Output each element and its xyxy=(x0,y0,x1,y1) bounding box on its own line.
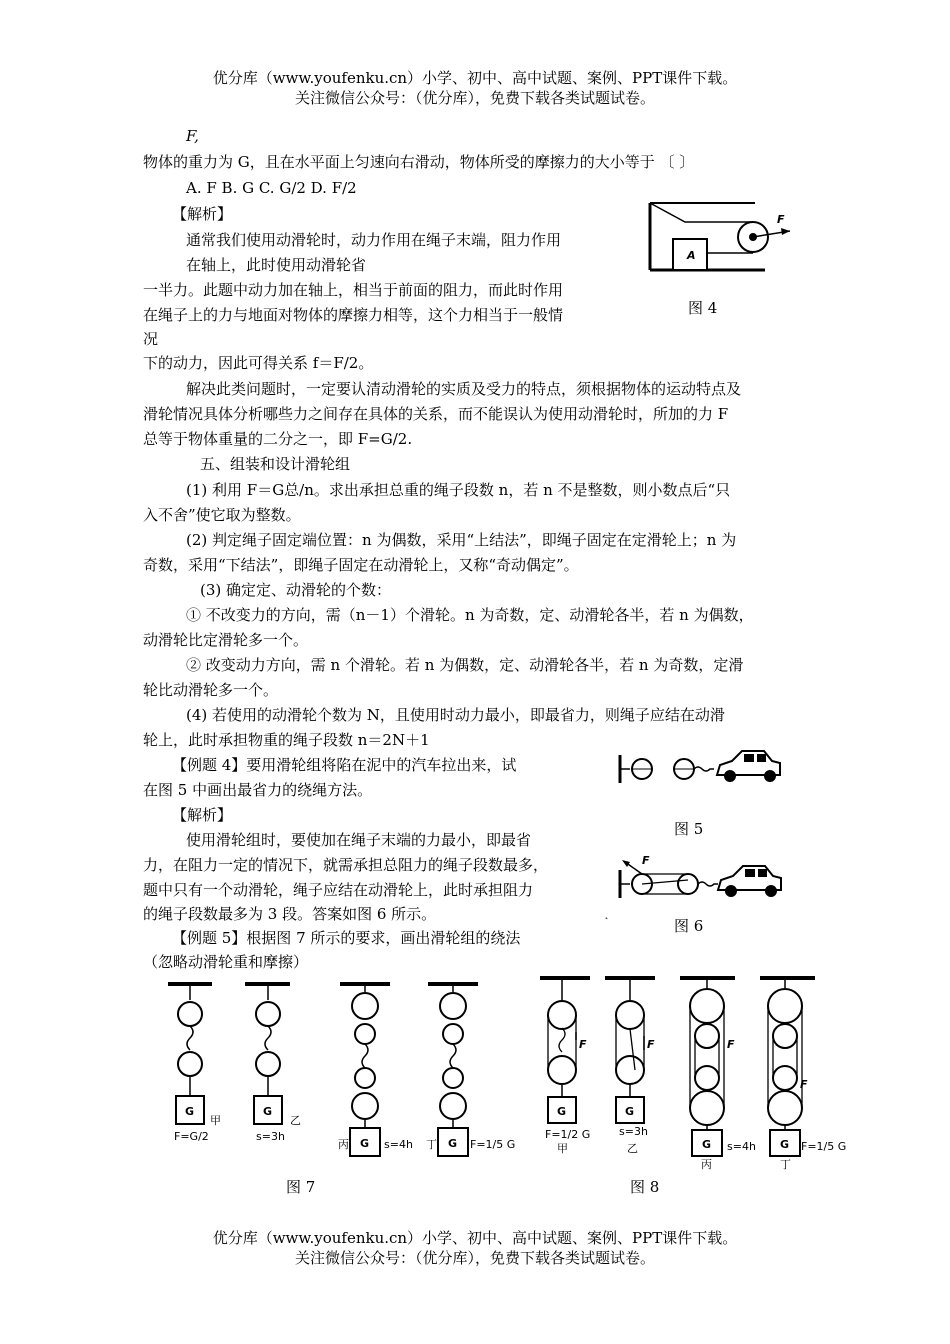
svg-text:F: F xyxy=(727,1038,735,1051)
text-line: 动滑轮比定滑轮多一个。 xyxy=(143,631,309,649)
figure-5-diagram xyxy=(612,745,787,790)
pulley-setup-d xyxy=(426,984,515,1156)
text-line: 况 xyxy=(143,330,159,348)
setup-name: 乙 xyxy=(290,1114,301,1127)
setup-note: s=3h xyxy=(256,1130,285,1143)
weight-label: G xyxy=(263,1105,273,1118)
svg-text:˛: ˛ xyxy=(604,909,609,920)
footer-line-1: 优分库（www.youfenku.cn）小学、初中、高中试题、案例、PPT课件下载。 xyxy=(212,1229,738,1247)
figure-6-diagram xyxy=(600,850,785,920)
pulley-setup-b xyxy=(245,984,301,1143)
figure-4-caption: 图 4 xyxy=(688,299,718,317)
text-line: 滑轮情况具体分析哪些力之间存在具体的关系，而不能误认为使用动滑轮时，所加的力 F xyxy=(143,405,729,423)
setup-name: 乙 xyxy=(627,1142,638,1155)
setup-note: F=G/2 xyxy=(174,1130,209,1143)
text-line: 在轴上，此时使用动滑轮省 xyxy=(186,256,367,274)
weight-label: G xyxy=(625,1105,635,1118)
setup-name: 丁 xyxy=(780,1158,791,1171)
text-line: 使用滑轮组时，要使加在绳子末端的力最小，即最省 xyxy=(186,831,532,849)
figure-5-caption: 图 5 xyxy=(674,820,704,838)
text-line: 轮上，此时承担物重的绳子段数 n＝2N＋1 xyxy=(143,731,430,749)
header-line-2: 关注微信公众号：（优分库），免费下载各类试题试卷。 xyxy=(294,89,655,107)
setup-note: F=1/5 G xyxy=(470,1138,516,1151)
setup-name: 丁 xyxy=(426,1138,437,1151)
setup-note: s=3h xyxy=(619,1125,648,1138)
figure-7-caption: 图 7 xyxy=(286,1178,316,1196)
text-line: 【例题 4】要用滑轮组将陷在泥中的汽车拉出来，试 xyxy=(172,756,517,774)
setup-note: s=4h xyxy=(727,1140,756,1153)
text-line: (2) 判定绳子固定端位置：n 为偶数，采用“上结法”，即绳子固定在定滑轮上；n 为 xyxy=(186,531,737,549)
section-heading: 五、组装和设计滑轮组 xyxy=(200,455,351,473)
figure-4-block-label: A xyxy=(687,249,696,262)
weight-label: G xyxy=(448,1137,458,1150)
text-line: ① 不改变力的方向，需（n－1）个滑轮。n 为奇数，定、动滑轮各半，若 n 为偶数， xyxy=(186,606,754,624)
figure-8-force-label: F xyxy=(800,1078,808,1091)
car-icon xyxy=(718,866,781,897)
weight-label: G xyxy=(185,1105,195,1118)
section-label: 【解析】 xyxy=(172,806,233,824)
setup-name: 丙 xyxy=(338,1138,349,1151)
text-line: 题中只有一个动滑轮，绳子应结在动滑轮上，此时承担阻力 xyxy=(143,881,534,899)
pulley-setup-c xyxy=(338,984,413,1156)
text-line: 力，在阻力一定的情况下，就需承担总阻力的绳子段数最多， xyxy=(143,856,549,874)
section-label: 【解析】 xyxy=(172,205,233,223)
text-line: (4) 若使用的动滑轮个数为 N，且使用时动力最小，即最省力，则绳子应结在动滑 xyxy=(186,706,725,724)
setup-name: 甲 xyxy=(210,1114,221,1127)
setup-name: 甲 xyxy=(557,1142,568,1155)
text-line: 下的动力，因此可得关系 f＝F/2。 xyxy=(143,354,374,372)
text-line: 入不舍”使它取为整数。 xyxy=(143,506,301,524)
pulley-solution-d xyxy=(760,978,846,1171)
setup-name: 丙 xyxy=(701,1158,712,1171)
car-icon xyxy=(717,751,780,782)
text-line: 物体的重力为 G，且在水平面上匀速向右滑动，物体所受的摩擦力的大小等于 〔 〕 xyxy=(143,153,695,171)
text-line: 总等于物体重量的二分之一，即 F=G/2. xyxy=(143,430,413,448)
pulley-solution-b xyxy=(605,978,655,1155)
text-line: 通常我们使用动滑轮时，动力作用在绳子末端，阻力作用 xyxy=(186,231,562,249)
setup-note: F=1/5 G xyxy=(801,1140,847,1153)
figure-4-diagram xyxy=(645,198,805,278)
figure-8-diagram xyxy=(535,970,847,1171)
text-line: （忽略动滑轮重和摩擦） xyxy=(143,953,309,971)
weight-label: G xyxy=(780,1138,790,1151)
setup-note: F=1/2 G xyxy=(545,1128,591,1141)
text-line: 解决此类问题时，一定要认清动滑轮的实质及受力的特点，须根据物体的运动特点及 xyxy=(186,380,742,398)
setup-note: s=4h xyxy=(384,1138,413,1151)
pulley-solution-a xyxy=(540,978,590,1155)
answer-options: A. F B. G C. G/2 D. F/2 xyxy=(186,179,357,197)
header-line-1: 优分库（www.youfenku.cn）小学、初中、高中试题、案例、PPT课件下载。 xyxy=(212,69,738,87)
figure-7-diagram xyxy=(160,978,516,1163)
pulley-setup-a xyxy=(168,984,221,1143)
footer-line-2: 关注微信公众号：（优分库），免费下载各类试题试卷。 xyxy=(294,1249,655,1267)
weight-label: G xyxy=(702,1138,712,1151)
svg-text:F: F xyxy=(647,1038,655,1051)
text-line: (1) 利用 F＝G总/n。求出承担总重的绳子段数 n，若 n 不是整数，则小数点后“只 xyxy=(186,481,731,499)
pulley-solution-c xyxy=(680,978,756,1171)
text-line: (3) 确定定、动滑轮的个数： xyxy=(200,581,392,599)
text-line: 【例题 5】根据图 7 所示的要求，画出滑轮组的绕法 xyxy=(172,929,521,947)
text-line: 轮比动滑轮多一个。 xyxy=(143,681,279,699)
weight-label: G xyxy=(360,1137,370,1150)
figure-6-force-label: F xyxy=(642,854,650,867)
text-line: 在图 5 中画出最省力的绕绳方法。 xyxy=(143,781,373,799)
figure-8-caption: 图 8 xyxy=(630,1178,660,1196)
text-line: 在绳子上的力与地面对物体的摩擦力相等，这个力相当于一般情 xyxy=(143,306,564,324)
text-line: 的绳子段数最多为 3 段。答案如图 6 所示。 xyxy=(143,905,437,923)
weight-label: G xyxy=(557,1105,567,1118)
text-line: 一半力。此题中动力加在轴上，相当于前面的阻力，而此时作用 xyxy=(143,281,564,299)
svg-text:F: F xyxy=(579,1038,587,1051)
figure-6-caption: 图 6 xyxy=(674,917,704,935)
text-line: ② 改变动力方向，需 n 个滑轮。若 n 为偶数，定、动滑轮各半，若 n 为奇数，定滑 xyxy=(186,656,744,674)
text-line: 奇数，采用“下结法”，即绳子固定在动滑轮上，又称“奇动偶定”。 xyxy=(143,556,579,574)
text-line: F, xyxy=(186,127,199,145)
figure-4-force-label: F xyxy=(777,213,785,226)
